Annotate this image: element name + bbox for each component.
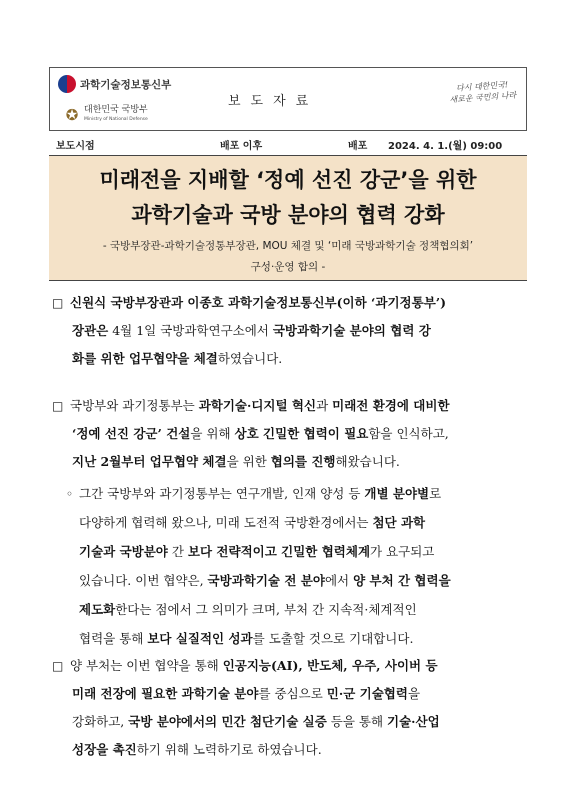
msit-logo	[58, 75, 171, 93]
release-timing-label: 보도시점	[56, 141, 95, 152]
paragraph-2-detail: ◦ 그간 국방부와 과기정통부는 연구개발, 인재 양성 등 개별 분야별로 다양하게 협력해 왔으나, 미래 도전적 국방환경에서는 첨단 과학 기술과 국방분야 간 보다 전략적이고 긴밀한 협력체계가 요구되고 있습니다. 이번 협약은, 국방과학기술 전 분야에서 양 부처 간 협력을 제도화한다는 점에서 그 의미가 크며, 부처 간 지속적·체계적인 협력을 통해 보다 실질적인 성과를 도출할 것으로 기대합니다.	[66, 479, 532, 653]
headline-box	[49, 155, 527, 281]
distribution-date: 2024. 4. 1.(월) 09:00	[388, 141, 503, 152]
release-timing-value: 배포 이후	[220, 141, 263, 152]
press-release-label: 보도자료	[228, 94, 319, 109]
press-release-header	[49, 67, 527, 131]
subheadline-line-1: - 국방부장관-과학기술정통부장관, MOU 체결 및 ‘미래 국방과학기술 정책협의회’	[102, 240, 474, 252]
msit-emblem-icon	[58, 75, 76, 93]
mnd-emblem-icon: ✪	[65, 106, 79, 124]
slogan-line-1: 다시 대한민국!	[455, 80, 509, 93]
mnd-logo	[64, 105, 148, 125]
msit-name: 과학기술정보통신부	[80, 78, 172, 91]
mnd-name: 대한민국 국방부	[84, 105, 148, 115]
slogan-line-2: 새로운 국민의 나라	[449, 90, 517, 105]
square-bullet-icon: □	[52, 399, 64, 413]
mnd-english-name: Ministry of National Defense	[84, 117, 148, 122]
paragraph-3: □ 양 부처는 이번 협약을 통해 인공지능(AI), 반도체, 우주, 사이버 등 미래 전장에 필요한 과학기술 분야를 중심으로 민·군 기술협력을 강화하고, 국방 분야에서의 민간 첨단기술 실증 등을 통해 기술·산업 성장을 촉진하기 위해 노력하기로 하였습니다.	[52, 652, 532, 764]
government-slogan	[448, 79, 516, 106]
subheadline-line-2: 구성·운영 합의 -	[250, 261, 326, 273]
distribution-label: 배포	[348, 141, 368, 152]
circle-bullet-icon: ◦	[66, 487, 74, 501]
square-bullet-icon: □	[52, 659, 64, 673]
headline-line-1: 미래전을 지배할 ‘정예 선진 강군’을 위한	[99, 168, 477, 192]
headline-line-2: 과학기술과 국방 분야의 협력 강화	[131, 203, 445, 227]
square-bullet-icon: □	[52, 296, 64, 310]
paragraph-1: □ 신원식 국방부장관과 이종호 과학기술정보통신부(이하 ‘과기정통부’) 장관은 4월 1일 국방과학연구소에서 국방과학기술 분야의 협력 강 화를 위한 업무협약을 체결하였습니다.	[52, 289, 532, 373]
paragraph-2: □ 국방부와 과기정통부는 과학기술·디지털 혁신과 미래전 환경에 대비한 ‘정예 선진 강군’ 건설을 위해 상호 긴밀한 협력이 필요함을 인식하고, 지난 2월부터 업무협약 체결을 위한 협의를 진행해왔습니다.	[52, 392, 532, 476]
